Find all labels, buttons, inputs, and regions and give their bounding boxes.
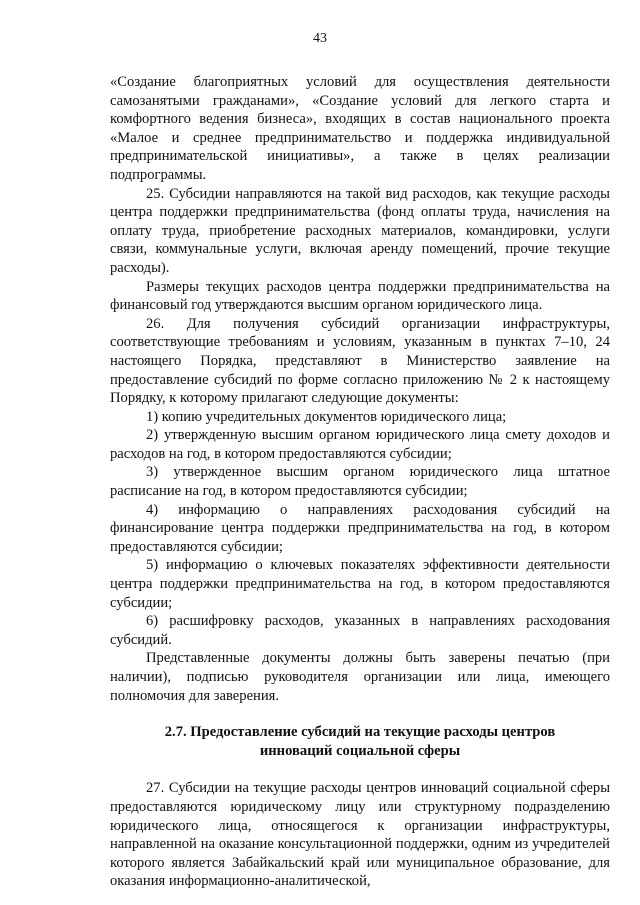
list-item-4: 4) информацию о направлениях расходования субсидий на финансирование центра поддержки предпринимательства на год, в котором предоставляются субсидии; bbox=[110, 501, 610, 555]
paragraph-25: 25. Субсидии направляются на такой вид расходов, как текущие расходы центра поддержки предпринимательства (фонд оплаты труда, начисления на оплату труда, приобретение расходных материалов, командировки, услуги связи, коммунальные услуги, включая аренду помещений, прочие текущие расходы). bbox=[110, 185, 610, 276]
list-item-6: 6) расшифровку расходов, указанных в направлениях расходования субсидий. bbox=[110, 613, 610, 648]
paragraph-expense-sizes: Размеры текущих расходов центра поддержки предпринимательства на финансовый год утверждаются высшим органом юридического лица. bbox=[110, 278, 610, 314]
paragraph-certification: Представленные документы должны быть заверены печатью (при наличии), подписью руководителя организации или лица, имеющего полномочия для заверения. bbox=[110, 650, 610, 704]
document-body bbox=[110, 73, 610, 891]
paragraph-26: 26. Для получения субсидий организации инфраструктуры, соответствующие требованиям и условиям, указанным в пунктах 7–10, 24 настоящего Порядка, представляют в Министерство заявление на предоставление субсидий по форме согласно приложению № 2 к настоящему Порядку, к которому прилагают следующие документы: bbox=[110, 315, 610, 407]
list-item-2: 2) утвержденную высшим органом юридического лица смету доходов и расходов на год, в котором предоставляются субсидии; bbox=[110, 427, 610, 462]
section-heading-2-7: 2.7. Предоставление субсидий на текущие расходы центров инноваций социальной сферы bbox=[164, 724, 556, 759]
list-item-3: 3) утвержденное высшим органом юридического лица штатное расписание на год, в котором предоставляются субсидии; bbox=[110, 464, 610, 500]
list-item-1: 1) копию учредительных документов юридического лица; bbox=[146, 408, 507, 425]
page-number: 43 bbox=[313, 31, 327, 46]
list-item-5: 5) информацию о ключевых показателях эффективности деятельности центра поддержки предпринимательства на год, в котором предоставляются субсидии; bbox=[110, 557, 610, 611]
paragraph-intro-continuation: «Создание благоприятных условий для осуществления деятельности самозанятыми гражданами», «Создание условий для легкого старта и комфортного ведения бизнеса», входящих в состав национального проекта «Малое и среднее предпринимательство и поддержка индивидуальной предпринимательской инициативы», а также в целях реализации подпрограммы. bbox=[110, 74, 610, 183]
heading-spacer bbox=[110, 760, 610, 779]
paragraph-27: 27. Субсидии на текущие расходы центров инноваций социальной сферы предоставляются юридическому лицу или структурному подразделению юридического лица, относящегося к организации инфраструктуры, направленной на оказание консультационной поддержки, одним из учредителей которого является Забайкальский край или муниципальное образование, для оказания информационно-аналитической, bbox=[110, 780, 610, 890]
